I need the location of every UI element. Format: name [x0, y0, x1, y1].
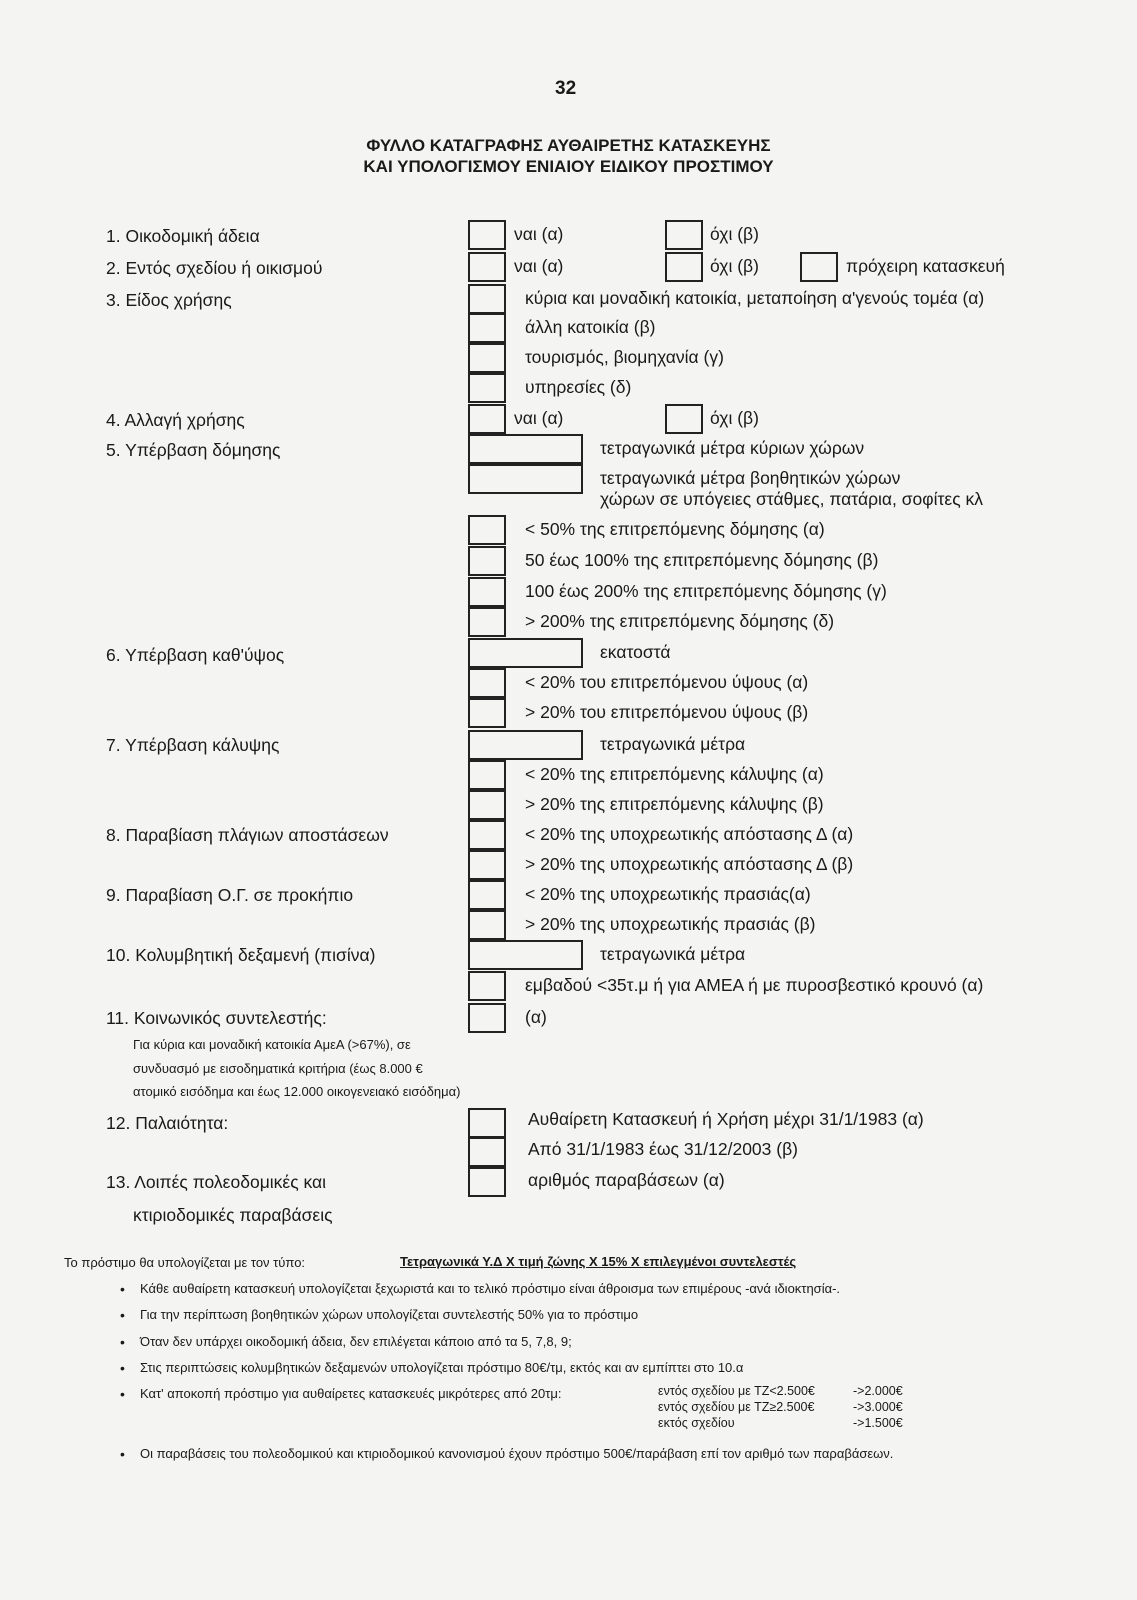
item-building-permit-label: 1. Οικοδομική άδεια — [106, 226, 260, 246]
height-over20-label: > 20% του επιτρεπόμενου ύψους (β) — [525, 702, 809, 722]
height-cm-input[interactable] — [468, 638, 583, 668]
front-garden-under20-checkbox[interactable] — [468, 880, 506, 910]
social-factor-checkbox[interactable] — [468, 1003, 506, 1033]
item-other-violations-label-line2: κτιριοδομικές παραβάσεις — [133, 1205, 333, 1225]
height-over20-checkbox[interactable] — [468, 698, 506, 728]
page-number: 32 — [555, 78, 577, 99]
social-factor-note-line1: Για κύρια και μοναδική κατοικία ΑμεΑ (>67%), σε — [133, 1037, 411, 1052]
coverage-sqm-input[interactable] — [468, 730, 583, 760]
flat-fine-row2-value: ->3.000€ — [853, 1400, 903, 1414]
use-change-yes-checkbox[interactable] — [468, 404, 506, 434]
age-1983-2003-checkbox[interactable] — [468, 1137, 506, 1167]
violations-count-input[interactable] — [468, 1167, 506, 1197]
dom-50-100-checkbox[interactable] — [468, 546, 506, 576]
dom-under50-label: < 50% της επιτρεπόμενης δόμησης (α) — [525, 519, 825, 539]
use-main-residence-label: κύρια και μοναδική κατοικία, μεταποίηση α'γενούς τομέα (α) — [525, 288, 985, 308]
use-main-residence-checkbox[interactable] — [468, 284, 506, 314]
permit-no-label: όχι (β) — [710, 224, 759, 244]
violations-count-label: αριθμός παραβάσεων (α) — [528, 1170, 725, 1190]
front-garden-under20-label: < 20% της υποχρεωτικής πρασιάς(α) — [525, 884, 811, 904]
form-title-line2: ΚΑΙ ΥΠΟΛΟΓΙΣΜΟΥ ΕΝΙΑΙΟΥ ΕΙΔΙΚΟΥ ΠΡΟΣΤΙΜΟΥ — [363, 157, 774, 176]
form-title-line1: ΦΥΛΛΟ ΚΑΤΑΓΡΑΦΗΣ ΑΥΘΑΙΡΕΤΗΣ ΚΑΤΑΣΚΕΥΗΣ — [366, 136, 771, 155]
main-area-sqm-label: τετραγωνικά μέτρα κύριων χώρων — [600, 438, 865, 458]
use-other-residence-label: άλλη κατοικία (β) — [525, 317, 656, 337]
flat-fine-row3-value: ->1.500€ — [853, 1416, 903, 1430]
dom-under50-checkbox[interactable] — [468, 515, 506, 545]
use-other-residence-checkbox[interactable] — [468, 313, 506, 343]
note-no-permit: • Όταν δεν υπάρχει οικοδομική άδεια, δεν επιλέγεται κάποιο από τα 5, 7,8, 9; — [140, 1334, 572, 1349]
permit-yes-label: ναι (α) — [514, 224, 564, 244]
item-pool-label: 10. Κολυμβητική δεξαμενή (πισίνα) — [106, 945, 376, 965]
item-social-factor-label: 11. Κοινωνικός συντελεστής: — [106, 1008, 327, 1028]
note-auxiliary-factor: • Για την περίπτωση βοηθητικών χώρων υπολογίζεται συντελεστής 50% για το πρόστιμο — [140, 1307, 638, 1322]
note-violations-fine: • Οι παραβάσεις του πολεοδομικού και κτιριοδομικού κανονισμού έχουν πρόστιμο 500€/παράβαση επί τον αριθμό των παραβάσεων. — [140, 1446, 893, 1461]
coverage-under20-label: < 20% της επιτρεπόμενης κάλυψης (α) — [525, 764, 824, 784]
use-tourism-industry-checkbox[interactable] — [468, 343, 506, 373]
permit-no-checkbox[interactable] — [665, 220, 703, 250]
plan-yes-label: ναι (α) — [514, 256, 564, 276]
item-coverage-excess-label: 7. Υπέρβαση κάλυψης — [106, 735, 280, 755]
dom-over200-checkbox[interactable] — [468, 607, 506, 637]
note-flat-fine: • Κατ' αποκοπή πρόστιμο για αυθαίρετες κατασκευές μικρότερες από 20τμ: — [140, 1386, 562, 1401]
item-use-type-label: 3. Είδος χρήσης — [106, 290, 232, 310]
flat-fine-row1-label: εντός σχεδίου με ΤΖ<2.500€ — [658, 1384, 815, 1398]
item-other-violations-label: 13. Λοιπές πολεοδομικές και — [106, 1172, 327, 1192]
plan-no-label: όχι (β) — [710, 256, 759, 276]
flat-fine-row2-label: εντός σχεδίου με ΤΖ≥2.500€ — [658, 1400, 815, 1414]
use-change-no-label: όχι (β) — [710, 408, 759, 428]
item-use-change-label: 4. Αλλαγή χρήσης — [106, 410, 245, 430]
note-pool-fine: • Στις περιπτώσεις κολυμβητικών δεξαμενών υπολογίζεται πρόστιμο 80€/τμ, εκτός και αν εμπίπτει στο 10.α — [140, 1360, 743, 1375]
makeshift-label: πρόχειρη κατασκευή — [846, 256, 1005, 276]
coverage-over20-label: > 20% της επιτρεπόμενης κάλυψης (β) — [525, 794, 824, 814]
use-services-checkbox[interactable] — [468, 373, 506, 403]
pool-small-label: εμβαδού <35τ.μ ή για ΑΜΕΑ ή με πυροσβεστικό κρουνό (α) — [525, 975, 984, 995]
pool-sqm-input[interactable] — [468, 940, 583, 970]
permit-yes-checkbox[interactable] — [468, 220, 506, 250]
item-height-excess-label: 6. Υπέρβαση καθ'ύψος — [106, 645, 285, 665]
aux-area-sqm-label: τετραγωνικά μέτρα βοηθητικών χώρων — [600, 468, 901, 488]
height-under20-checkbox[interactable] — [468, 668, 506, 698]
note-separate-calculation: • Κάθε αυθαίρετη κατασκευή υπολογίζεται ξεχωριστά και το τελικό πρόστιμο είναι άθροισμα των επιμέρους -ανά ιδιοκτησία-. — [140, 1281, 840, 1296]
item-within-plan-label: 2. Εντός σχεδίου ή οικισμού — [106, 258, 323, 278]
item-building-excess-label: 5. Υπέρβαση δόμησης — [106, 440, 281, 460]
age-1983-2003-label: Από 31/1/1983 έως 31/12/2003 (β) — [528, 1139, 798, 1159]
item-og-front-garden-label: 9. Παραβίαση Ο.Γ. σε προκήπιο — [106, 885, 354, 905]
makeshift-checkbox[interactable] — [800, 252, 838, 282]
coverage-sqm-label: τετραγωνικά μέτρα — [600, 734, 746, 754]
social-factor-note-line3: ατομικό εισόδημα και έως 12.000 οικογενειακό εισόδημα) — [133, 1084, 461, 1099]
flat-fine-row3-label: εκτός σχεδίου — [658, 1416, 735, 1430]
distance-over20-label: > 20% της υποχρεωτικής απόστασης Δ (β) — [525, 854, 854, 874]
main-area-sqm-input[interactable] — [468, 434, 583, 464]
coverage-under20-checkbox[interactable] — [468, 760, 506, 790]
use-tourism-industry-label: τουρισμός, βιομηχανία (γ) — [525, 347, 724, 367]
pool-small-checkbox[interactable] — [468, 971, 506, 1001]
dom-100-200-checkbox[interactable] — [468, 577, 506, 607]
pool-sqm-label: τετραγωνικά μέτρα — [600, 944, 746, 964]
distance-over20-checkbox[interactable] — [468, 850, 506, 880]
use-change-no-checkbox[interactable] — [665, 404, 703, 434]
flat-fine-row1-value: ->2.000€ — [853, 1384, 903, 1398]
front-garden-over20-checkbox[interactable] — [468, 910, 506, 940]
use-change-yes-label: ναι (α) — [514, 408, 564, 428]
age-before-1983-label: Αυθαίρετη Κατασκευή ή Χρήση μέχρι 31/1/1983 (α) — [528, 1109, 924, 1129]
height-under20-label: < 20% του επιτρεπόμενου ύψους (α) — [525, 672, 809, 692]
dom-100-200-label: 100 έως 200% της επιτρεπόμενης δόμησης (γ) — [525, 581, 887, 601]
use-services-label: υπηρεσίες (δ) — [525, 377, 632, 397]
aux-area-description: χώρων σε υπόγειες στάθμες, πατάρια, σοφίτες κλ — [600, 489, 984, 509]
age-before-1983-checkbox[interactable] — [468, 1108, 506, 1138]
front-garden-over20-label: > 20% της υποχρεωτικής πρασιάς (β) — [525, 914, 816, 934]
distance-under20-label: < 20% της υποχρεωτικής απόστασης Δ (α) — [525, 824, 854, 844]
item-age-label: 12. Παλαιότητα: — [106, 1113, 229, 1133]
height-cm-label: εκατοστά — [600, 642, 671, 662]
formula-intro: Το πρόστιμο θα υπολογίζεται με τον τύπο: — [64, 1255, 306, 1270]
social-factor-option-label: (α) — [525, 1007, 547, 1027]
plan-no-checkbox[interactable] — [665, 252, 703, 282]
social-factor-note-line2: συνδυασμό με εισοδηματικά κριτήρια (έως 8.000 € — [133, 1061, 423, 1076]
plan-yes-checkbox[interactable] — [468, 252, 506, 282]
dom-over200-label: > 200% της επιτρεπόμενης δόμησης (δ) — [525, 611, 835, 631]
distance-under20-checkbox[interactable] — [468, 820, 506, 850]
formula: Τετραγωνικά Υ.Δ Χ τιμή ζώνης Χ 15% Χ επιλεγμένοι συντελεστές — [400, 1254, 797, 1269]
coverage-over20-checkbox[interactable] — [468, 790, 506, 820]
item-side-distance-label: 8. Παραβίαση πλάγιων αποστάσεων — [106, 825, 389, 845]
dom-50-100-label: 50 έως 100% της επιτρεπόμενης δόμησης (β) — [525, 550, 879, 570]
aux-area-sqm-input[interactable] — [468, 464, 583, 494]
